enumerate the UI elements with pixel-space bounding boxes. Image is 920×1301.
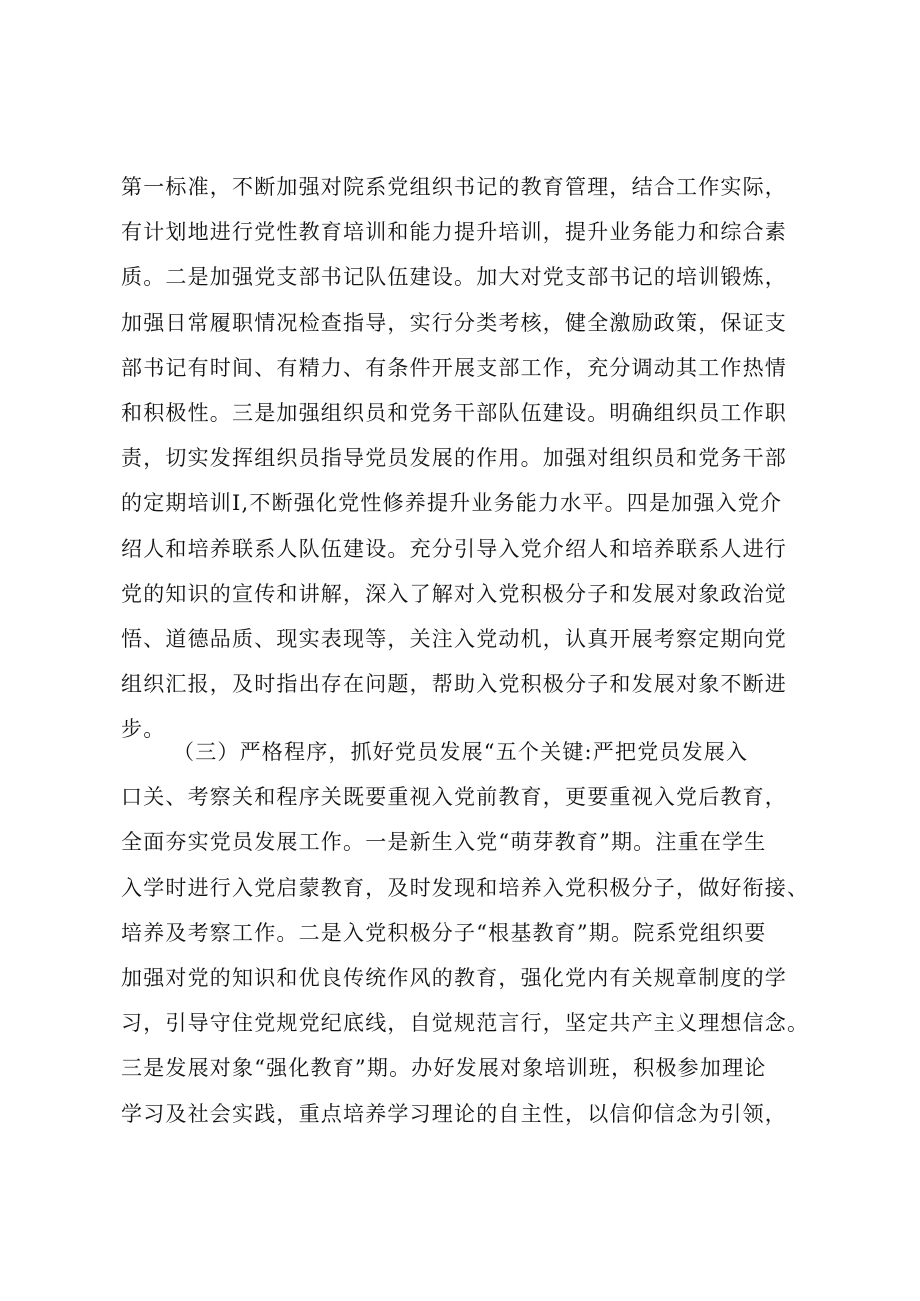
text-line: 全面夯实党员发展工作。一是新生入党“萌芽教育”期。注重在学生 <box>121 830 767 855</box>
paragraph-two <box>121 730 811 1137</box>
text-line: 有计划地进行党性教育培训和能力提升培训，提升业务能力和综合素 <box>121 220 787 245</box>
text-line: 第一标准，不断加强对院系党组织书记的教育管理，结合工作实际， <box>121 175 787 199</box>
text-line: 口关、考察关和程序关既要重视入党前教育，更要重视入党后教育， <box>121 785 787 810</box>
text-line: 学习及社会实践，重点培养学习理论的自主性，以信仰信念为引领， <box>121 1101 787 1126</box>
text-line: 部书记有时间、有精力、有条件开展支部工作，充分调动其工作热情 <box>121 355 787 380</box>
text-line: 和积极性。三是加强组织员和党务干部队伍建设。明确组织员工作职 <box>121 400 787 425</box>
text-line: （三）严格程序，抓好党员发展“五个关键:严把党员发展入 <box>173 740 749 764</box>
text-line: 的定期培训I,不断强化党性修养提升业务能力水平。四是加强入党介 <box>121 491 783 516</box>
text-line: 习，引导守住党规党纪底线，自觉规范言行，坚定共产主义理想信念。 <box>121 1011 810 1036</box>
text-line: 质。二是加强党支部书记队伍建设。加大对党支部书记的培训锻炼， <box>121 265 787 290</box>
text-line: 加强对党的知识和优良传统作风的教育，强化党内有关规章制度的学 <box>121 965 787 990</box>
text-line: 绍人和培养联系人队伍建设。充分引导入党介绍人和培养联系人进行 <box>121 536 787 561</box>
text-line: 责，切实发挥组织员指导党员发展的作用。加强对组织员和党务干部 <box>121 446 787 471</box>
text-line: 党的知识的宣传和讲解，深入了解对入党积极分子和发展对象政治觉 <box>121 581 787 606</box>
text-line: 步。 <box>121 717 166 742</box>
text-line: 加强日常履职情况检查指导，实行分类考核，健全激励政策，保证支 <box>121 310 787 335</box>
text-line: 三是发展对象“强化教育”期。办好发展对象培训班，积极参加理论 <box>121 1056 767 1081</box>
text-line: 悟、道德品质、现实表现等，关注入党动机，认真开展考察定期向党 <box>121 626 787 651</box>
text-line: 入学时进行入党启蒙教育，及时发现和培养入党积极分子，做好衔接、 <box>121 875 810 900</box>
paragraph-one <box>121 165 811 752</box>
text-line: 组织汇报，及时指出存在问题，帮助入党积极分子和发展对象不断进 <box>121 672 787 697</box>
text-line: 培养及考察工作。二是入党积极分子“根基教育”期。院系党组织要 <box>121 920 767 945</box>
